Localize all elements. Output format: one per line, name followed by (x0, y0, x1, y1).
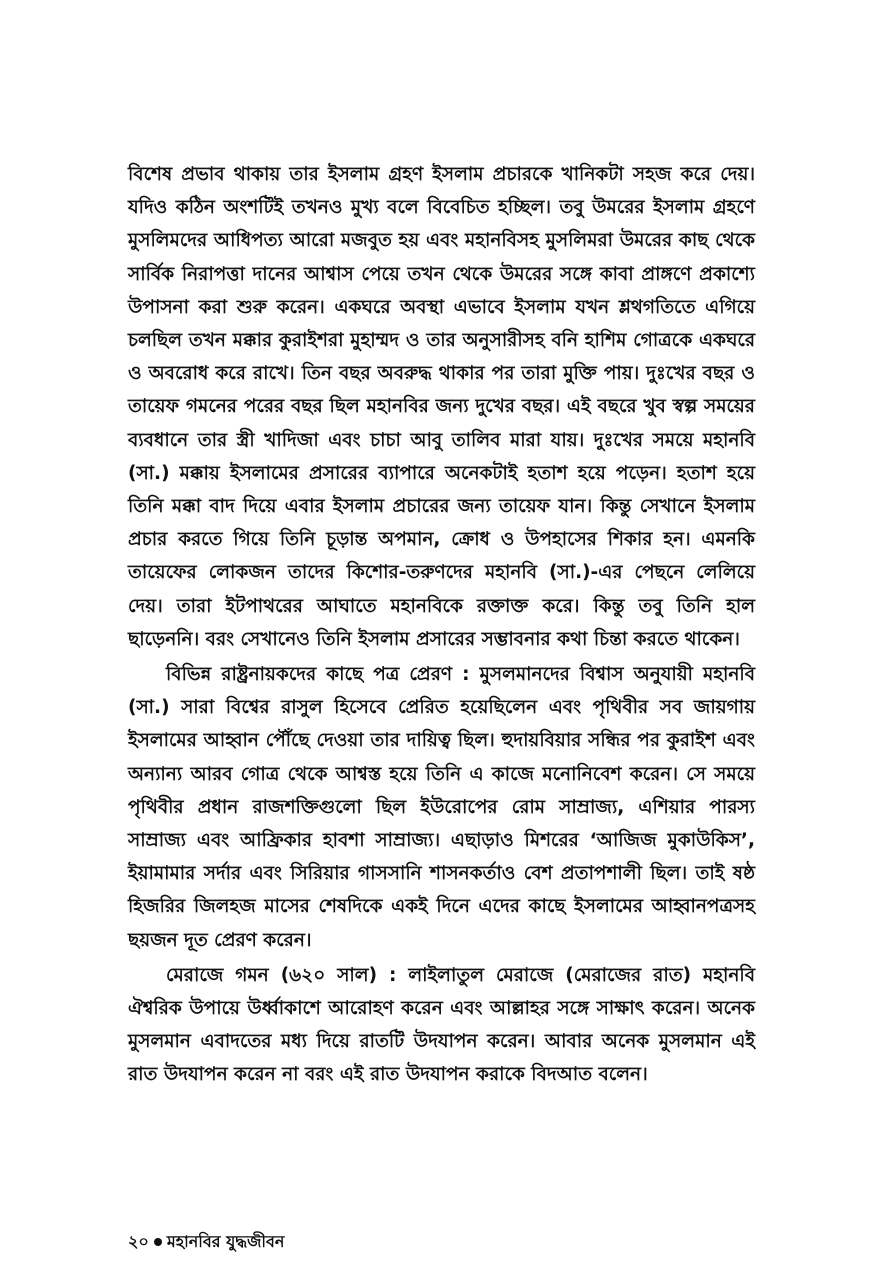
body-text (128, 158, 755, 1092)
paragraph-text: বিশেষ প্রভাব থাকায় তার ইসলাম গ্রহণ ইসলাম প্রচারকে খানিকটা সহজ করে দেয়। যদিও কঠিন অংশটিই তখনও মুখ্য বলে বিবেচিত হচ্ছিল। তবু উমরের ইসলাম গ্রহণে মুসলিমদের আধিপত্য আরো মজবুত হয় এবং মহানবিসহ মুসলিমরা উমরের কাছ থেকে সার্বিক নিরাপত্তা দানের আশ্বাস পেয়ে তখন থেকে উমরের সঙ্গে কাবা প্রাঙ্গণে প্রকাশ্যে উপাসনা করা শুরু করেন। একঘরে অবস্থা এভাবে ইসলাম যখন শ্লথগতিতে এগিয়ে চলছিল তখন মক্কার কুরাইশরা মুহাম্মদ ও তার অনুসারীসহ বনি হাশিম গোত্রকে একঘরে ও অবরোধ করে রাখে। তিন বছর অবরুদ্ধ থাকার পর তারা মুক্তি পায়। দুঃখের বছর ও তায়েফ গমনের পরের বছর ছিল মহানবির জন্য দুখের বছর। এই বছরে খুব স্বল্প সময়ের ব্যবধানে তার স্ত্রী খাদিজা এবং চাচা আবু তালিব মারা যায়। দুঃখের সময়ে মহানবি (সা.) মক্কায় ইসলামের প্রসারের ব্যাপারে অনেকটাই হতাশ হয়ে পড়েন। হতাশ হয়ে তিনি মক্কা বাদ দিয়ে এবার ইসলাম প্রচারের জন্য তায়েফ যান। কিন্তু সেখানে ইসলাম প্রচার করতে গিয়ে তিনি চূড়ান্ত অপমান, ক্রোধ ও উপহাসের শিকার হন। এমনকি তায়েফের লোকজন তাদের কিশোর-তরুণদের মহানবি (সা.)-এর পেছনে লেলিয়ে দেয়। তারা ইটপাথরের আঘাতে মহানবিকে রক্তাক্ত করে। কিন্তু তবু তিনি হাল ছাড়েননি। বরং সেখানেও তিনি ইসলাম প্রসারের সম্ভাবনার কথা চিন্তা করতে থাকেন। (128, 164, 755, 650)
paragraph-letters-to-rulers (128, 658, 755, 957)
running-title: মহানবির যুদ্ধজীবন (166, 1232, 285, 1251)
paragraph-text: মুসলমানদের বিশ্বাস অনুযায়ী মহানবি (সা.) সারা বিশ্বের রাসুল হিসেবে প্রেরিত হয়েছিলেন এবং পৃথিবীর সব জায়গায় ইসলামের আহ্বান পৌঁছে দেওয়া তার দায়িত্ব ছিল। হুদায়বিয়ার সন্ধির পর কুরাইশ এবং অন্যান্য আরব গোত্র থেকে আশ্বস্ত হয়ে তিনি এ কাজে মনোনিবেশ করেন। সে সময়ে পৃথিবীর প্রধান রাজশক্তিগুলো ছিল ইউরোপের রোম সাম্রাজ্য, এশিয়ার পারস্য সাম্রাজ্য এবং আফ্রিকার হাবশা সাম্রাজ্য। এছাড়াও মিশরের ‘আজিজ মুকাউকিস’, ইয়ামামার সর্দার এবং সিরিয়ার গাসসানি শাসনকর্তাও বেশ প্রতাপশালী ছিল। তাই ষষ্ঠ হিজরির জিলহজ মাসের শেষদিকে একই দিনে এদের কাছে ইসলামের আহ্বানপত্রসহ ছয়জন দূত প্রেরণ করেন। (128, 664, 755, 951)
paragraph-miraj (128, 959, 755, 1092)
paragraph-text: লাইলাতুল মেরাজে (মেরাজের রাত) মহানবি ঐশ্বরিক উপায়ে উর্ধ্বাকাশে আরোহণ করেন এবং আল্লাহর সঙ্গে সাক্ষাৎ করেন। অনেক মুসলমান এবাদতের মধ্য দিয়ে রাতটি উদযাপন করেন। আবার অনেক মুসলমান এই রাত উদযাপন করেন না বরং এই রাত উদযাপন করাকে বিদআত বলেন। (128, 964, 755, 1086)
paragraph-heading: মেরাজে গমন (৬২০ সাল) : (166, 964, 397, 986)
page-number: ২০ (128, 1232, 149, 1251)
paragraph-continuation (128, 158, 755, 656)
bullet-separator-icon (154, 1238, 162, 1246)
page-footer (128, 1231, 284, 1253)
paragraph-heading: বিভিন্ন রাষ্ট্রনায়কদের কাছে পত্র প্রেরণ : (166, 664, 470, 686)
